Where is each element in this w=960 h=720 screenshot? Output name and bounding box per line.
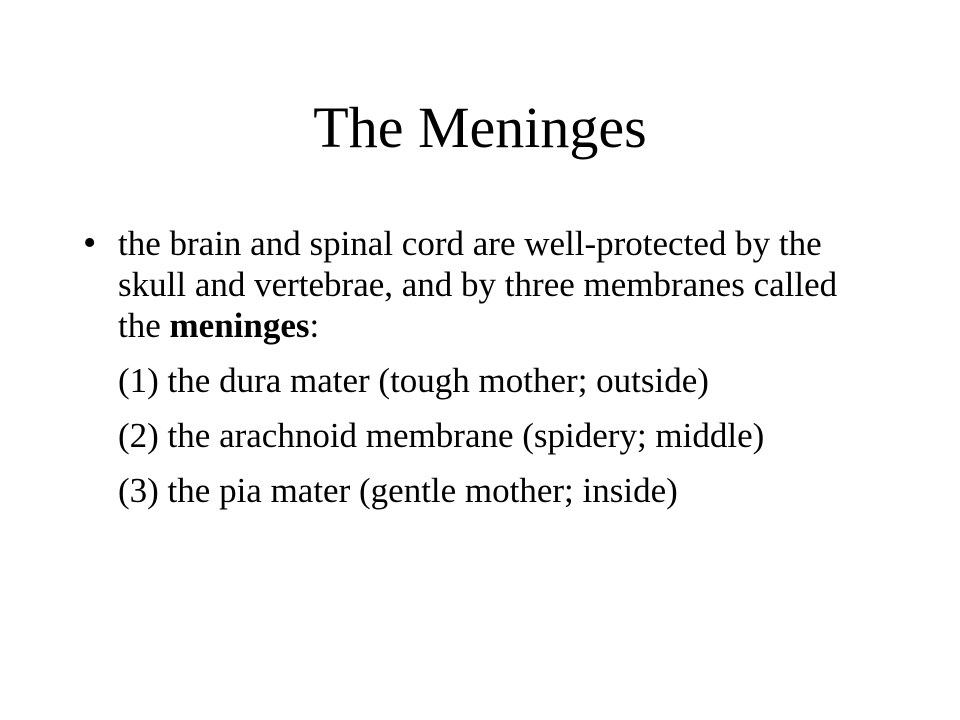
intro-text: the brain and spinal cord are well-protected by the skull and vertebrae, and by three membranes called the	[118, 224, 838, 345]
intro-paragraph	[118, 223, 878, 346]
intro-punctuation: :	[309, 306, 320, 345]
list-item: (3) the pia mater (gentle mother; inside)	[118, 471, 678, 510]
slide-body	[118, 223, 878, 511]
bold-term: meninges	[169, 306, 310, 345]
bullet-marker: •	[83, 222, 97, 264]
slide-title: The Meninges	[313, 95, 647, 160]
list-item: (1) the dura mater (tough mother; outside)	[118, 361, 709, 400]
list-item: (2) the arachnoid membrane (spidery; middle)	[118, 416, 765, 455]
